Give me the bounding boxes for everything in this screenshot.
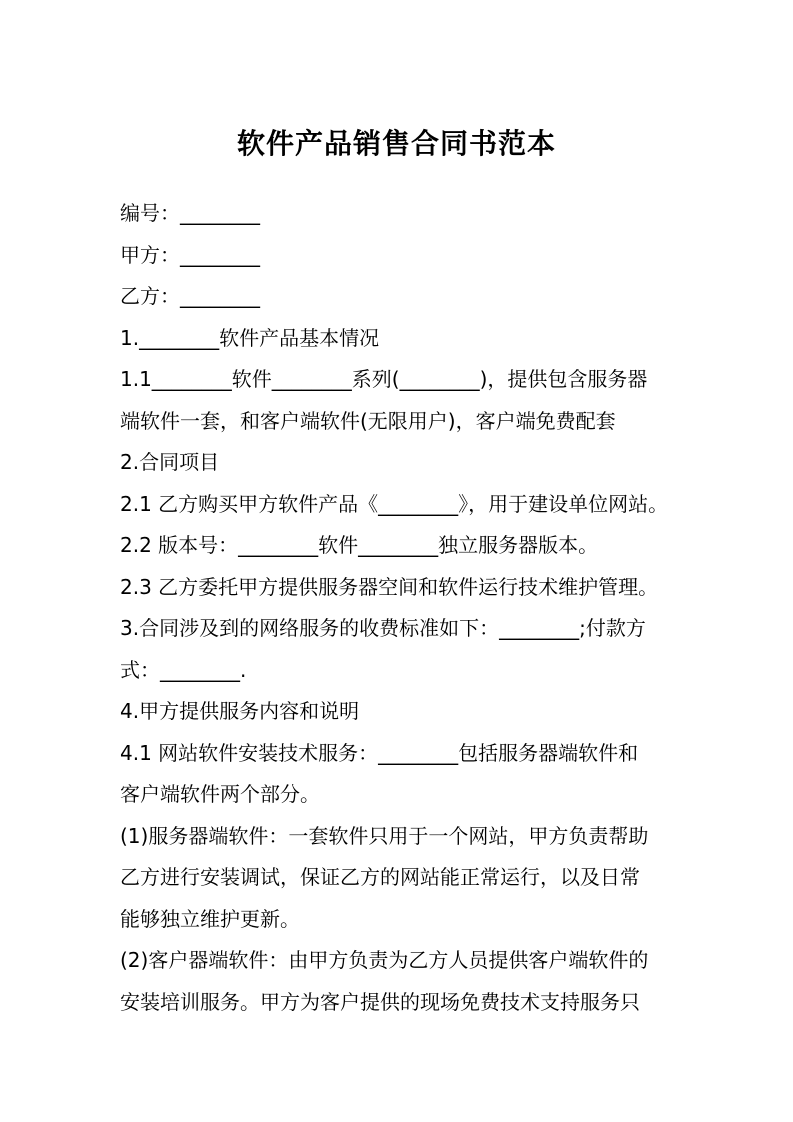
paragraph-line: 2.1 乙方购买甲方软件产品《________》，用于建设单位网站。: [120, 491, 669, 516]
section-4-heading: 4.甲方提供服务内容和说明: [120, 699, 360, 723]
paragraph-line: (2)客户器端软件：由甲方负责为乙方人员提供客户端软件的: [120, 948, 649, 972]
section-3-line: 3.合同涉及到的网络服务的收费标准如下：________;付款方: [120, 616, 646, 640]
section-1-heading: 1.________软件产品基本情况: [120, 325, 380, 350]
party-a-line: 甲方：________: [120, 242, 260, 267]
contract-number-line: 编号：________: [120, 201, 260, 225]
paragraph-line: 2.2 版本号：________软件________独立服务器版本。: [120, 533, 599, 557]
paragraph-line: 安装培训服务。甲方为客户提供的现场免费技术支持服务只: [120, 989, 640, 1014]
paragraph-line: 1.1________软件________系列(________)，提供包含服务器: [120, 367, 648, 391]
document-title: 软件产品销售合同书范本: [236, 127, 556, 160]
paragraph-line: 式：________.: [120, 657, 247, 682]
paragraph-line: 端软件一套，和客户端软件(无限用户)，客户端免费配套: [120, 408, 616, 433]
paragraph-line: (1)服务器端软件：一套软件只用于一个网站，甲方负责帮助: [120, 823, 649, 848]
party-b-line: 乙方：________: [120, 284, 260, 308]
paragraph-line: 乙方进行安装调试，保证乙方的网站能正常运行，以及日常: [120, 865, 640, 889]
paragraph-line: 4.1 网站软件安装技术服务：________包括服务器端软件和: [120, 740, 639, 765]
section-2-heading: 2.合同项目: [120, 450, 220, 474]
paragraph-line: 2.3 乙方委托甲方提供服务器空间和软件运行技术维护管理。: [120, 574, 659, 599]
document-body: [120, 193, 690, 1023]
paragraph-line: 客户端软件两个部分。: [120, 782, 320, 806]
paragraph-line: 能够独立维护更新。: [120, 906, 300, 931]
